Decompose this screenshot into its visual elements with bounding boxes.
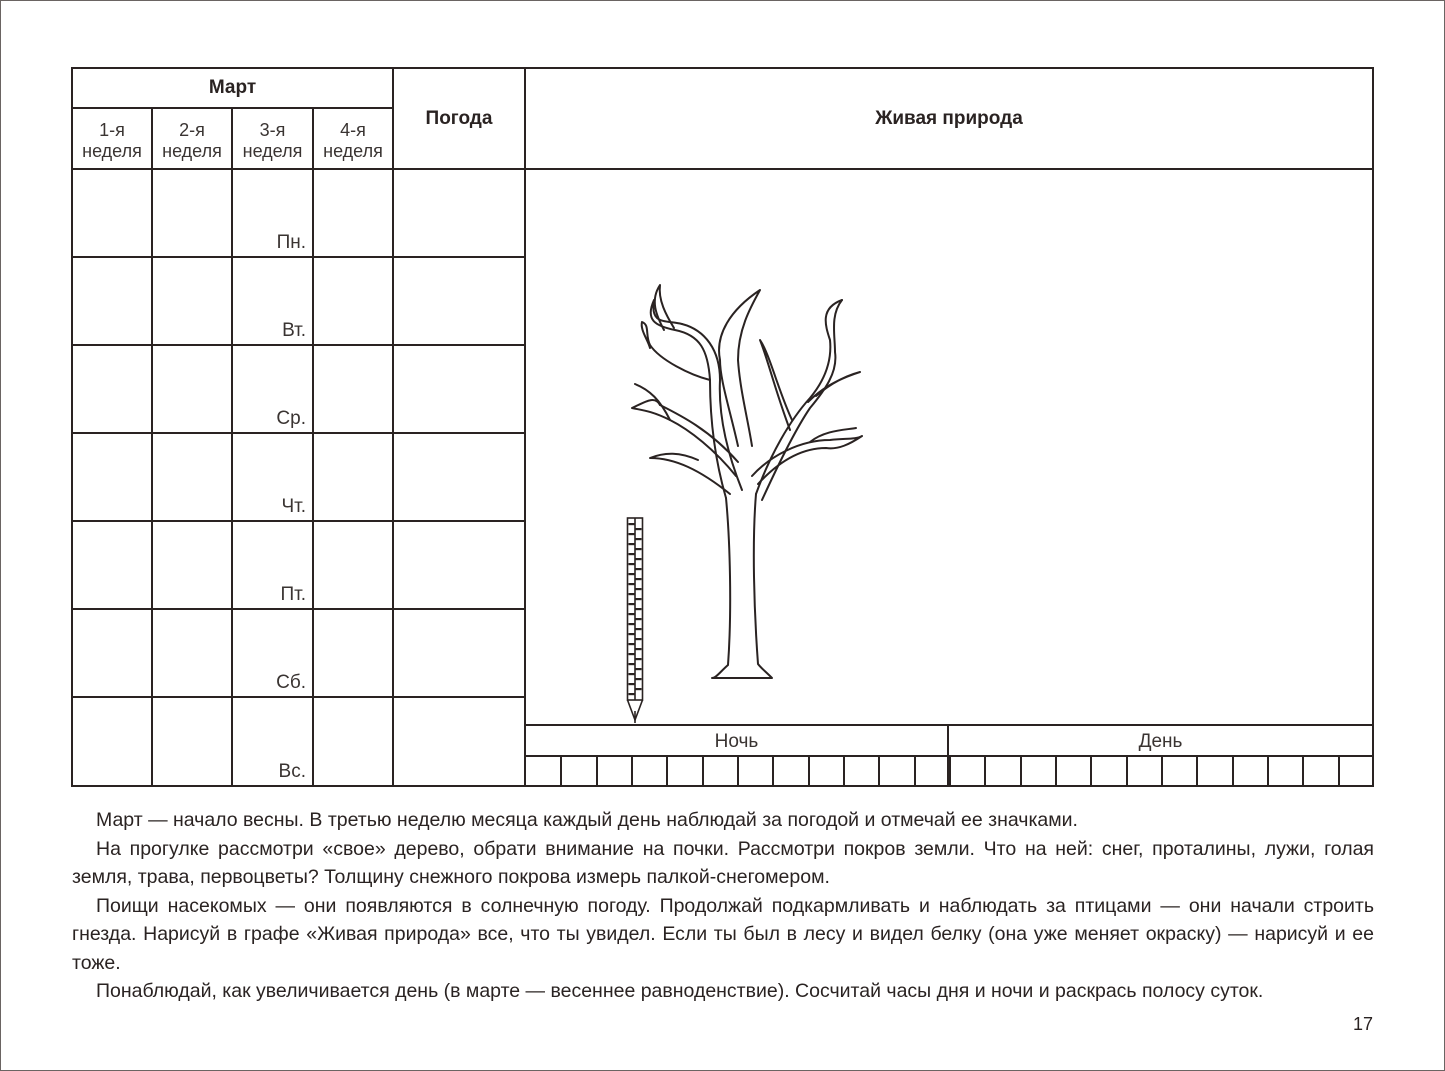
paragraph-2: На прогулке рассмотри «свое» дерево, обрати внимание на почки. Рассмотри покров земли. Что на ней: снег, проталины, лужи, голая земля, трава, первоцветы? Толщину снежного покрова измерь палкой-снегомером. bbox=[72, 837, 1374, 888]
day-label-thu: Чт. bbox=[281, 496, 306, 517]
stripe-cell-divider bbox=[1126, 755, 1128, 787]
stick-tick bbox=[635, 668, 642, 670]
stick-tick bbox=[635, 678, 642, 680]
stick-tick bbox=[629, 623, 636, 625]
stick-tick bbox=[629, 653, 636, 655]
stick-tick bbox=[635, 628, 642, 630]
table-left-border bbox=[71, 67, 73, 787]
day-label-fri: Пт. bbox=[280, 584, 306, 605]
paragraph-3: Поищи насекомых — они появляются в солнечную погоду. Продолжай подкармливать и наблюдать за птицами — они начали строить гнезда. Нарисуй в графе «Живая природа» все, что ты увидел. Если ты был в лесу и видел белку (она уже меняет окраску) — нарисуй и ее тоже. bbox=[72, 894, 1374, 974]
stripe-cell-divider bbox=[914, 755, 916, 787]
stick-tick bbox=[635, 558, 642, 560]
row-divider bbox=[71, 520, 526, 522]
stick-tick bbox=[635, 538, 642, 540]
stripe-top bbox=[525, 724, 1374, 726]
stick-tick bbox=[635, 648, 642, 650]
day-label-mon: Пн. bbox=[276, 232, 306, 253]
stripe-cell-divider bbox=[631, 755, 633, 787]
paragraph-1: Март — начало весны. В третью неделю месяца каждый день наблюдай за погодой и отмечай ее значками. bbox=[96, 809, 1078, 831]
stick-tick bbox=[635, 608, 642, 610]
day-label: День bbox=[1138, 731, 1183, 752]
stripe-cell-divider bbox=[1090, 755, 1092, 787]
stripe-cell-divider bbox=[949, 755, 951, 787]
stripe-cell-divider bbox=[1232, 755, 1234, 787]
week-1-header: 1-я неделя bbox=[82, 120, 142, 161]
row-divider bbox=[71, 608, 526, 610]
col-divider bbox=[151, 107, 153, 787]
table-bottom-border bbox=[71, 785, 1374, 787]
stripe-cell-divider bbox=[1338, 755, 1340, 787]
stripe-cell-divider bbox=[596, 755, 598, 787]
instructions-text bbox=[72, 806, 1374, 1006]
stick-tick bbox=[635, 568, 642, 570]
stripe-cell-divider bbox=[808, 755, 810, 787]
week-2-header: 2-я неделя bbox=[162, 120, 222, 161]
stick-tick bbox=[635, 588, 642, 590]
stick-tick bbox=[629, 683, 636, 685]
stripe-cell-divider bbox=[772, 755, 774, 787]
stick-tick bbox=[629, 613, 636, 615]
stick-tick bbox=[629, 563, 636, 565]
week-3-header: 3-я неделя bbox=[242, 120, 303, 161]
stick-tick bbox=[635, 618, 642, 620]
stick-tick bbox=[635, 528, 642, 530]
stick-tick bbox=[629, 633, 636, 635]
stick-tick bbox=[629, 603, 636, 605]
stick-tick bbox=[635, 688, 642, 690]
stick-tick bbox=[629, 553, 636, 555]
row-divider bbox=[71, 344, 526, 346]
stripe-cell-divider bbox=[843, 755, 845, 787]
stick-tick bbox=[629, 673, 636, 675]
stripe-cell-divider bbox=[1196, 755, 1198, 787]
row-divider bbox=[71, 432, 526, 434]
stick-tick bbox=[629, 593, 636, 595]
weather-header: Погода bbox=[425, 107, 493, 129]
row-divider bbox=[71, 256, 526, 258]
stripe-cell-divider bbox=[1267, 755, 1269, 787]
stripe-cell-divider bbox=[984, 755, 986, 787]
stick-tick bbox=[629, 583, 636, 585]
stick-tick bbox=[629, 533, 636, 535]
stripe-cell-divider bbox=[666, 755, 668, 787]
row-divider bbox=[71, 696, 526, 698]
stripe-cell-divider bbox=[1161, 755, 1163, 787]
stick-tick bbox=[629, 573, 636, 575]
bare-tree-icon bbox=[620, 280, 880, 680]
day-label-sun: Вс. bbox=[278, 761, 306, 782]
snow-measuring-stick-icon bbox=[625, 515, 645, 727]
stick-tick bbox=[629, 543, 636, 545]
stick-tick bbox=[629, 523, 636, 525]
month-header: Март bbox=[208, 77, 257, 98]
stripe-cell-divider bbox=[702, 755, 704, 787]
nature-header: Живая природа bbox=[875, 107, 1023, 129]
day-label-wed: Ср. bbox=[276, 408, 306, 429]
stripe-cell-divider bbox=[878, 755, 880, 787]
stripe-cell-divider bbox=[1302, 755, 1304, 787]
col-divider bbox=[312, 107, 314, 787]
stick-tick bbox=[635, 658, 642, 660]
page-number: 17 bbox=[1352, 1014, 1373, 1034]
header-divider bbox=[71, 168, 1374, 170]
paragraph-4: Понаблюдай, как увеличивается день (в марте — весеннее равноденствие). Сосчитай часы дня и ночи и раскрась полосу суток. bbox=[96, 980, 1264, 1002]
stick-tick bbox=[635, 638, 642, 640]
col-divider bbox=[392, 67, 394, 787]
week-4-header: 4-я неделя bbox=[323, 120, 383, 161]
day-label-tue: Вт. bbox=[282, 320, 306, 341]
stick-tick bbox=[629, 693, 636, 695]
stick-tick bbox=[635, 548, 642, 550]
stripe-cell-divider bbox=[737, 755, 739, 787]
stick-tick bbox=[635, 578, 642, 580]
stick-tick bbox=[635, 598, 642, 600]
day-label-sat: Сб. bbox=[276, 672, 306, 693]
stripe-cell-divider bbox=[1055, 755, 1057, 787]
stripe-cell-divider bbox=[1020, 755, 1022, 787]
stick-tick bbox=[629, 643, 636, 645]
stick-tick bbox=[629, 663, 636, 665]
stripe-cell-divider bbox=[560, 755, 562, 787]
night-label: Ночь bbox=[714, 731, 759, 752]
col-divider bbox=[524, 67, 526, 787]
table-right-border bbox=[1372, 67, 1374, 787]
